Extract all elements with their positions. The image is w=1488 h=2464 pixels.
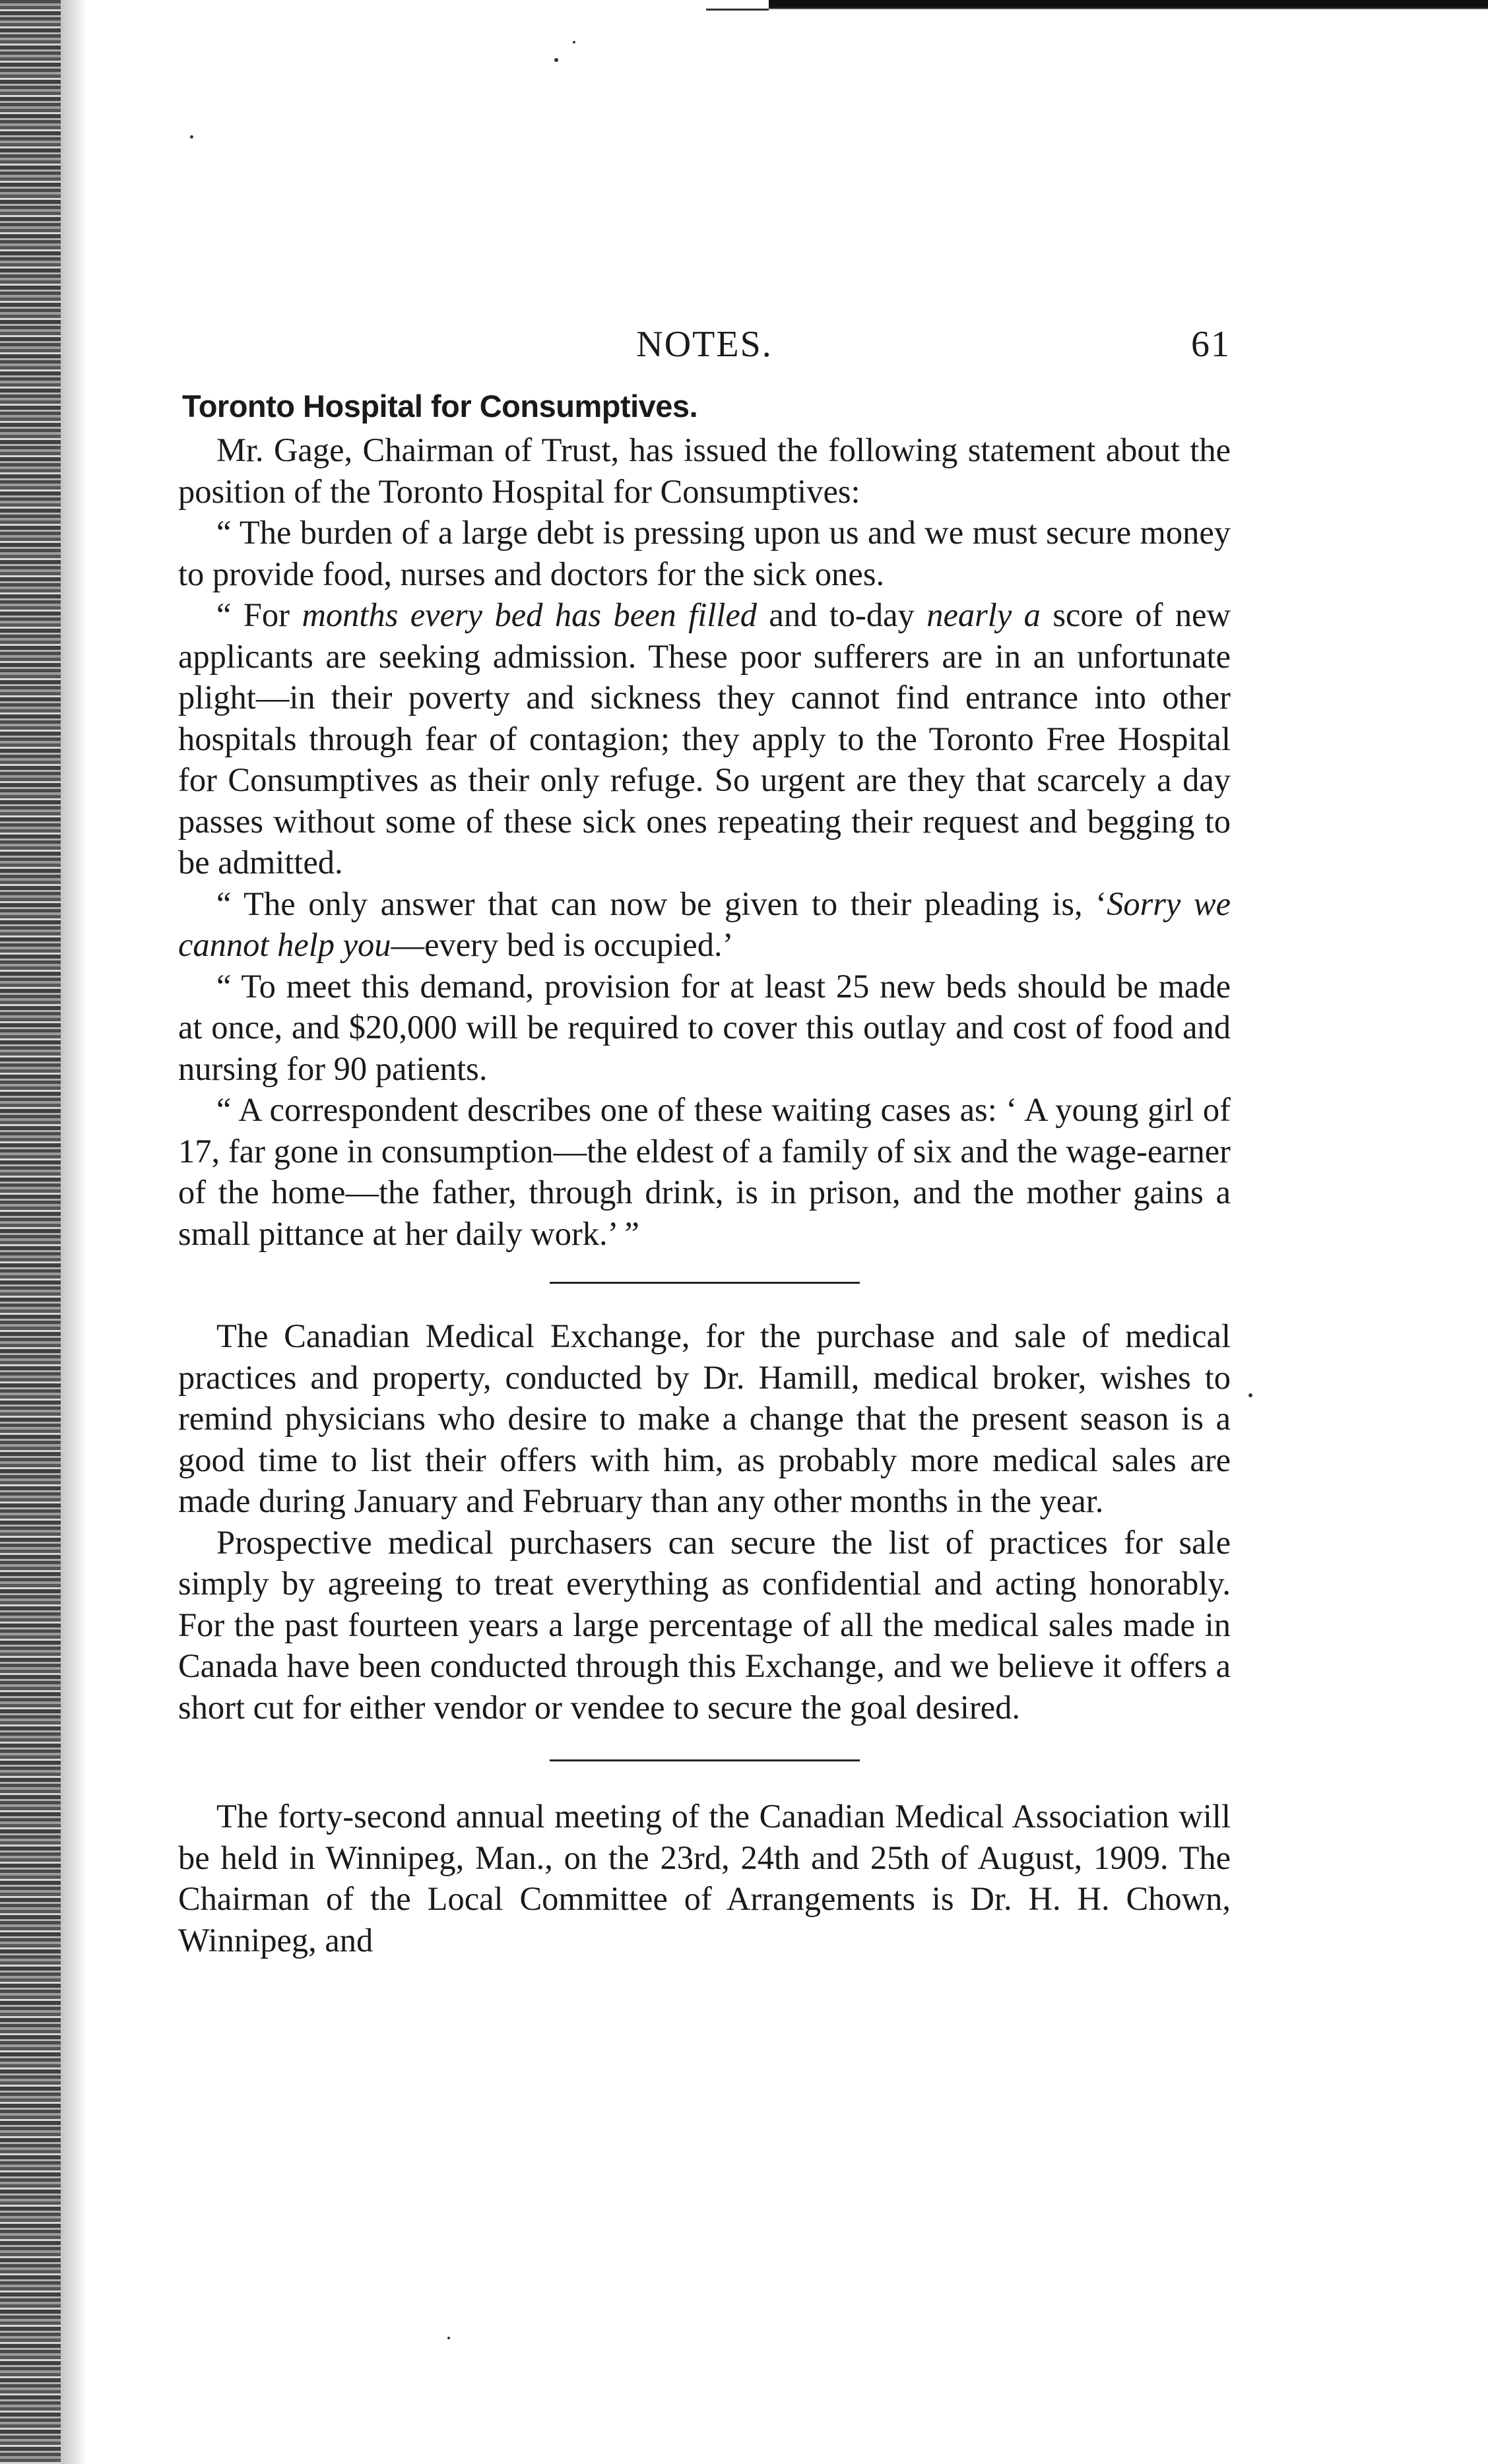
scan-speck: [554, 58, 558, 62]
italic-run: Sorry we cannot help you: [178, 885, 1231, 963]
page-content: [178, 310, 1231, 1961]
text-run: and to-day: [757, 596, 927, 633]
section-heading: Toronto Hospital for Consumptives.: [182, 389, 698, 424]
scan-speck: [190, 135, 193, 139]
text-run: “ The only answer that can now be given to their pleading is, ‘: [216, 885, 1107, 922]
quote-paragraph-case: “ A correspondent describes one of these waiting cases as: ‘ A young girl of 17, far gone in consumption—the eldest of a family of six and the wage-earner of the home—the father, through drink, is in prison, and the mother gains a small pittance at her daily work.’ ”: [178, 1091, 1231, 1252]
section-divider: [550, 1759, 860, 1761]
intro-paragraph: Mr. Gage, Chairman of Trust, has issued the following statement about the position of the Toronto Hospital for Consumptives:: [178, 431, 1231, 510]
quote-paragraph-beds: [178, 594, 1231, 883]
quote-paragraph-demand: “ To meet this demand, provision for at least 25 new beds should be made at once, and $20,000 will be required to cover this outlay and cost of food and nursing for 90 patients.: [178, 967, 1231, 1087]
italic-run: nearly a: [926, 596, 1041, 633]
section-divider: [550, 1282, 860, 1284]
italic-run: months every bed has been filled: [302, 596, 757, 633]
page-number: 61: [1191, 324, 1231, 365]
running-head-title: NOTES.: [636, 324, 773, 365]
running-head: [178, 310, 1231, 383]
top-border-rule: [769, 0, 1488, 12]
association-paragraph: The forty-second annual meeting of the Canadian Medical Association will be held in Winnipeg, Man., on the 23rd, 24th and 25th of August, 1909. The Chairman of the Local Committee of Arrangements is Dr. H. H. Chown, Winnipeg, and: [178, 1798, 1231, 1959]
exchange-paragraph: The Canadian Medical Exchange, for the purchase and sale of medical practices and property, conducted by Dr. Hamill, medical broker, wishes to remind physicians who desire to make a change that the present season is a good time to list their offers with him, as probably more medical sales are made during January and February than any other months in the year.: [178, 1317, 1231, 1519]
text-run: “ For: [216, 596, 302, 633]
scan-speck: [573, 41, 575, 44]
quote-paragraph-debt: “ The burden of a large debt is pressing upon us and we must secure money to provide food, nurses and doctors for the sick ones.: [178, 514, 1231, 592]
scan-speck: [1248, 1393, 1252, 1397]
text-run: —every bed is occupied.’: [391, 926, 734, 963]
exchange-paragraph-purchasers: Prospective medical purchasers can secure the list of practices for sale simply by agreeing to treat everything as confidential and acting honorably. For the past fourteen years a large percentage of all the medical sales made in Canada have been conducted through this Exchange, and we believe it offers a short cut for either vendor or vendee to secure the goal desired.: [178, 1523, 1231, 1726]
quote-paragraph-answer: [178, 883, 1231, 966]
scan-speck: [447, 2337, 450, 2339]
text-run: score of new applicants are seeking admission. These poor sufferers are in an unfortunate plight—in their poverty and sickness they cannot find entrance into other hospitals through fear of contagion; they apply to the Toronto Free Hospital for Consumptives as their only refuge. So urgent are they that scarcely a day passes without some of these sick ones repeating their request and begging to be admitted.: [178, 596, 1231, 881]
scan-binding-edge: [0, 0, 61, 2464]
